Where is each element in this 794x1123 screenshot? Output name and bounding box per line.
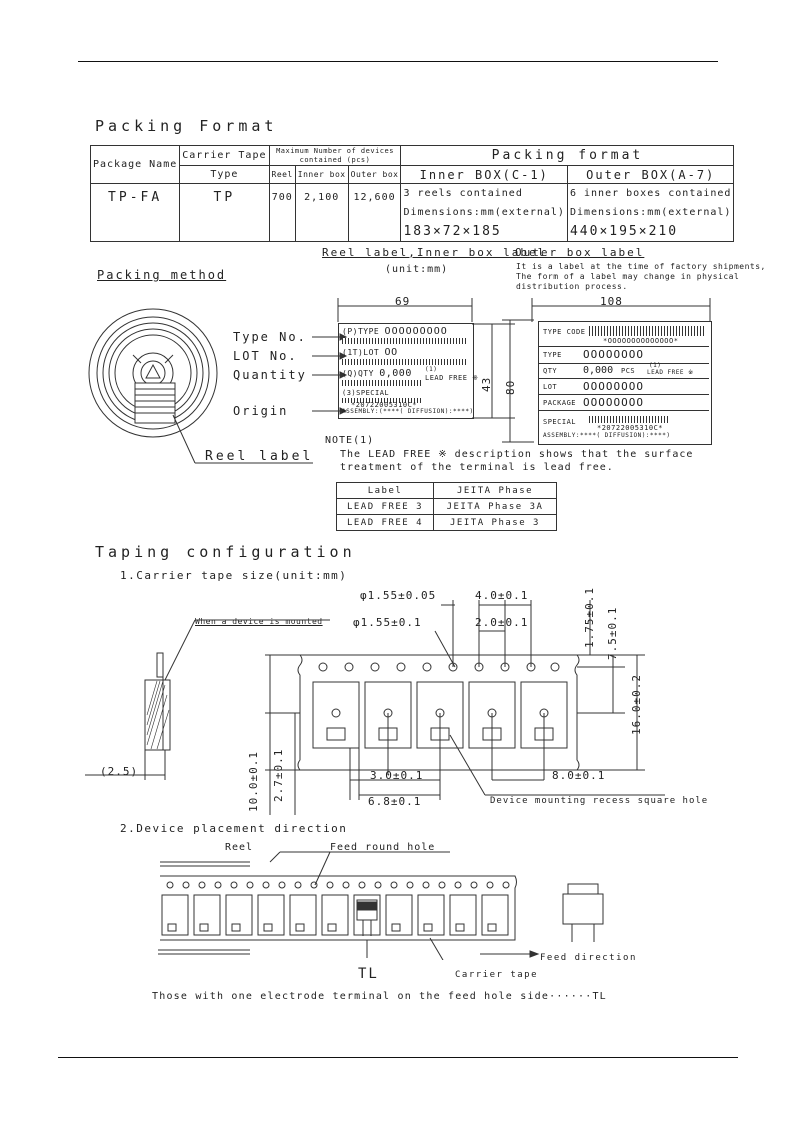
outer-row-lot xyxy=(539,380,709,395)
outer-row-type xyxy=(539,346,709,364)
row-outer-desc xyxy=(567,184,733,242)
dim-175: 1.75±0.1 xyxy=(583,587,596,648)
outer-label-note-1: It is a label at the time of factory shipments, xyxy=(516,262,766,271)
reel-label-text: Reel label xyxy=(205,449,314,464)
inner-label-lot: (1T)LOT OO xyxy=(342,347,398,358)
recess-label: Device mounting recess square hole xyxy=(490,796,709,806)
inner-lead-free: LEAD FREE ※ xyxy=(425,374,479,382)
inner-label-assembly: ASSEMBLY:(****( DIFFUSION):****) xyxy=(342,408,474,415)
footer-note: Those with one electrode terminal on the feed hole side······TL xyxy=(152,991,607,1002)
lf-row2-label: LEAD FREE 4 xyxy=(337,515,434,531)
outer-package-val: OOOOOOOO xyxy=(583,396,644,409)
inner-label-special: (3)SPECIAL xyxy=(342,389,390,397)
outer-row-package xyxy=(539,396,709,411)
tl-label: TL xyxy=(358,966,379,982)
outer-lot-val: OOOOOOOO xyxy=(583,380,644,393)
dim-40: 4.0±0.1 xyxy=(475,589,529,602)
outer-barcode-1 xyxy=(589,326,705,336)
outer-lead-free: LEAD FREE ※ xyxy=(647,369,694,376)
outer-desc: 6 inner boxes contained xyxy=(569,188,732,199)
outer-package: PACKAGE xyxy=(543,399,577,407)
outer-lot: LOT xyxy=(543,383,558,391)
outer-type-code-val: *OOOOOOOOOOOOOO* xyxy=(603,337,679,345)
taping-subtitle-2: 2.Device placement direction xyxy=(120,822,348,835)
reel-label-title: Reel label,Inner box label xyxy=(322,246,547,259)
outer-dim: 440×195×210 xyxy=(569,224,679,239)
row-type: TP xyxy=(180,184,269,242)
outer-special: SPECIAL xyxy=(543,418,577,426)
dim-phi-155-01: φ1.55±0.1 xyxy=(353,616,422,629)
dim-20: 2.0±0.1 xyxy=(475,616,529,629)
placement-reel-label: Reel xyxy=(225,842,254,853)
inner-label-qty: (Q)QTY 0,000 xyxy=(342,368,412,379)
lf-row2-phase: JEITA Phase 3 xyxy=(434,515,557,531)
lead-free-table xyxy=(336,482,557,531)
outer-type: TYPE xyxy=(543,351,562,359)
bottom-rule xyxy=(58,1057,738,1058)
callout-origin: Origin xyxy=(233,404,289,418)
lf-row1-phase: JEITA Phase 3A xyxy=(434,499,557,515)
device-placement-drawing xyxy=(150,850,620,960)
note-line-1: The LEAD FREE ※ description shows that the surface xyxy=(340,449,694,460)
outer-qty-note: (1) xyxy=(649,362,662,369)
hdr-carrier-tape: Carrier Tape xyxy=(180,146,269,166)
dim-108: 108 xyxy=(600,295,623,308)
hdr-package-name: Package Name xyxy=(91,146,180,184)
reel-label-unit: (unit:mm) xyxy=(385,264,449,275)
taping-title: Taping configuration xyxy=(95,543,356,561)
outer-label-note-3: distribution process. xyxy=(516,282,628,291)
dim-160: 16.0±0.2 xyxy=(630,674,643,735)
carrier-tape-drawing xyxy=(85,585,665,815)
placement-feed-hole: Feed round hole xyxy=(330,842,436,853)
outer-assembly: ASSEMBLY:****( DIFFUSION):****) xyxy=(543,432,671,439)
inner-label xyxy=(338,323,479,419)
dim-43: 43 xyxy=(480,376,493,392)
callout-quantity: Quantity xyxy=(233,368,307,382)
dim-phi-155-005: φ1.55±0.05 xyxy=(360,589,437,602)
callout-type-no: Type No. xyxy=(233,330,307,344)
inner-label-type: (P)TYPE OOOOOOOOO xyxy=(342,326,448,337)
hdr-outer-box-title: Outer BOX(A-7) xyxy=(567,166,733,184)
outer-label-title: Outer box label xyxy=(515,246,645,259)
hdr-reel: Reel xyxy=(269,166,295,184)
row-inner-box: 2,100 xyxy=(295,184,348,242)
inner-barcode-1 xyxy=(342,338,468,344)
inner-dim: 183×72×185 xyxy=(403,224,502,239)
packing-format-table xyxy=(90,145,734,242)
hdr-inner-box-title: Inner BOX(C-1) xyxy=(401,166,567,184)
mounted-label: When a device is mounted xyxy=(195,617,323,626)
hdr-max-number: Maximum Number of devices contained (pcs) xyxy=(269,146,401,166)
inner-dim-label: Dimensions:mm(external) xyxy=(403,207,565,218)
outer-dim-label: Dimensions:mm(external) xyxy=(569,207,732,218)
dim-100: 10.0±0.1 xyxy=(247,751,260,812)
outer-type-code: TYPE CODE xyxy=(543,328,586,336)
hdr-inner-box: Inner box xyxy=(295,166,348,184)
row-outer-box: 12,600 xyxy=(348,184,401,242)
outer-qty: QTY xyxy=(543,367,558,375)
lf-hdr-label: Label xyxy=(337,483,434,499)
dim-80-tape: 8.0±0.1 xyxy=(552,769,606,782)
inner-qty-note: (1) xyxy=(425,366,438,373)
outer-type-val: OOOOOOOO xyxy=(583,348,644,361)
outer-row-qty xyxy=(539,364,709,379)
dim-27: 2.7±0.1 xyxy=(272,748,285,802)
outer-code: *20722005310C* xyxy=(597,424,664,432)
dim-25: (2.5) xyxy=(100,765,139,778)
outer-qty-val: 0,000 xyxy=(583,365,614,376)
outer-label xyxy=(538,321,712,445)
outer-pcs: PCS xyxy=(621,367,636,375)
inner-label-code: *20722005310C* xyxy=(351,401,418,409)
outer-grid xyxy=(539,346,711,412)
carrier-tape-label: Carrier tape xyxy=(455,970,539,980)
inner-barcode-2 xyxy=(342,359,468,365)
packing-method-title: Packing method xyxy=(97,268,227,282)
hdr-packing-format: Packing format xyxy=(401,146,734,166)
callout-lot-no: LOT No. xyxy=(233,349,298,363)
dim-30: 3.0±0.1 xyxy=(370,769,424,782)
feed-direction-label: Feed direction xyxy=(540,953,637,963)
dim-80: 80 xyxy=(504,379,517,395)
taping-subtitle-1: 1.Carrier tape size(unit:mm) xyxy=(120,569,348,582)
inner-barcode-3 xyxy=(342,380,422,386)
dim-69: 69 xyxy=(395,295,411,308)
dim-68: 6.8±0.1 xyxy=(368,795,422,808)
row-package-name: TP-FA xyxy=(91,184,180,242)
top-rule xyxy=(78,61,718,62)
row-inner-desc xyxy=(401,184,567,242)
inner-desc: 3 reels contained xyxy=(403,188,523,199)
packing-format-title: Packing Format xyxy=(95,117,278,135)
hdr-type: Type xyxy=(180,166,269,184)
outer-barcode-2 xyxy=(589,416,669,423)
note-title: NOTE(1) xyxy=(325,435,375,446)
lf-hdr-phase: JEITA Phase xyxy=(434,483,557,499)
note-line-2: treatment of the terminal is lead free. xyxy=(340,462,614,473)
outer-label-note-2: The form of a label may change in physical xyxy=(516,272,740,281)
row-reel: 700 xyxy=(269,184,295,242)
lf-row1-label: LEAD FREE 3 xyxy=(337,499,434,515)
dim-75: 7.5±0.1 xyxy=(606,606,619,660)
hdr-outer-box: Outer box xyxy=(348,166,401,184)
